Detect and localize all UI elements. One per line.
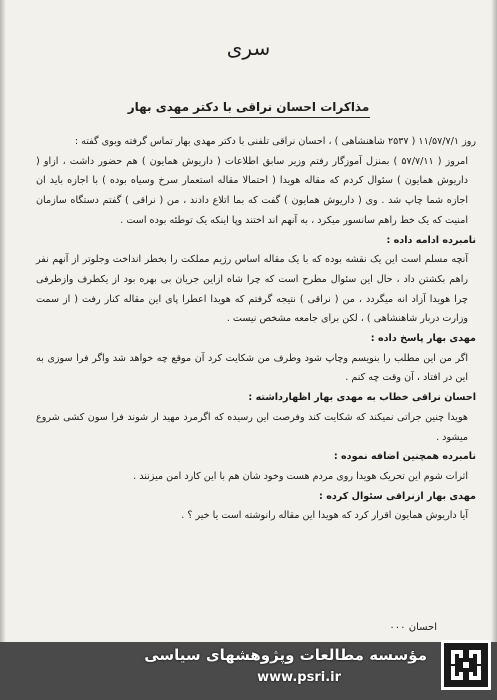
paragraph-quote-4: هویدا چنین جراتی نمیکند که شکایت کند وفرصت این رسیده که اگرمرد مهید ار شوند فرا سون کشی شروع میشود . (36, 411, 468, 443)
document-title: مذاکرات احسان نراقی با دکتر مهدی بهار (127, 100, 370, 114)
paragraph-heading-4: نامبرده همچنین اضافه نموده : (333, 451, 476, 463)
paragraph-heading-3: احسان نراقی خطاب به مهدی بهار اظهارداشته : (248, 392, 476, 404)
paragraph-quote-1: امروز ( ۵۷/۷/۱۱ ) بمنزل آموزگار رفتم وزیر سابق اطلاعات ( داریوش همایون ) هم حضور داشت ، ازاو ( داریوش همایون ) سئوال کردم که مقاله هویدا ( احتمالا مقاله استعمار سرخ وسیاه بوده ) با اجازه باید ان اجازه شما چاپ شد . وی ( داریوش همایون ) گفت که بما اتلاع دادند ، من ( نراقی ) گفتم دستگاه سازمان امنیت که یک خط راهم سانسور میکرد ، به آنهم اند اختند وپا اینکه یک توطئه بوده است . (36, 155, 468, 226)
classification-label: سری (226, 36, 271, 60)
paragraph-heading-1: نامبرده ادامه داده : (386, 234, 476, 246)
paragraph-heading-2: مهدی بهار پاسخ داده : (370, 333, 476, 345)
document-body (36, 132, 476, 526)
title-underline (170, 117, 370, 118)
paragraph-quote-5: اثرات شوم این تحریک هویدا روی مردم هست وخود شان هم با این کارد امن میزنند . (133, 470, 468, 482)
footer-url-link[interactable]: www.psri.ir (257, 670, 341, 685)
paragraph-quote-6: آیا داریوش همایون اقرار کرد که هویدا این مقاله رانوشته است یا خیر ؟ . (181, 510, 468, 522)
institute-logo-icon (441, 640, 491, 690)
paragraph-intro: روز ۱۱/۵۷/۷/۱ ( ۲۵۳۷ شاهنشاهی ) ، احسان نراقی تلفنی با دکتر مهدی بهار تماس گرفته وبوی گفته : (74, 136, 476, 147)
paragraph-heading-5: مهدی بهار ازنراقی سئوال کرده : (319, 490, 476, 502)
paragraph-quote-2: آنچه مسلم است این یک نقشه بوده که با یک مقاله اساس رژیم مملکت را بخطر انداخت وجلوتر از آنهم نفر راهم بکشتن داد ، حال این سئوال مطرح است که چرا شاه ازاین جریان بی بهره بود از یکطرف وازطرفی چرا هویدا آزاد انه میگردد ، من ( نراقی ) نتیجه گرفتم که هویدا اعطرا پای این مقاله کنار رفت ( از سمت وزارت دربار شاهنشاهی ) ، لکن برای جامعه مشخص نیست . (36, 254, 468, 325)
signature-line: احسان ۰۰۰ (389, 622, 437, 633)
paragraph-quote-3: اگر من این مطلب را بنویسم وچاپ شود وطرف من شکایت کرد آن موقع چه خواهد شد واگر فرا سوزی به این در افتاد ، آن وقت چه کنم . (36, 352, 468, 384)
footer-organization-name: مؤسسه مطالعات وپژوهشهای سیاسی (144, 646, 427, 664)
